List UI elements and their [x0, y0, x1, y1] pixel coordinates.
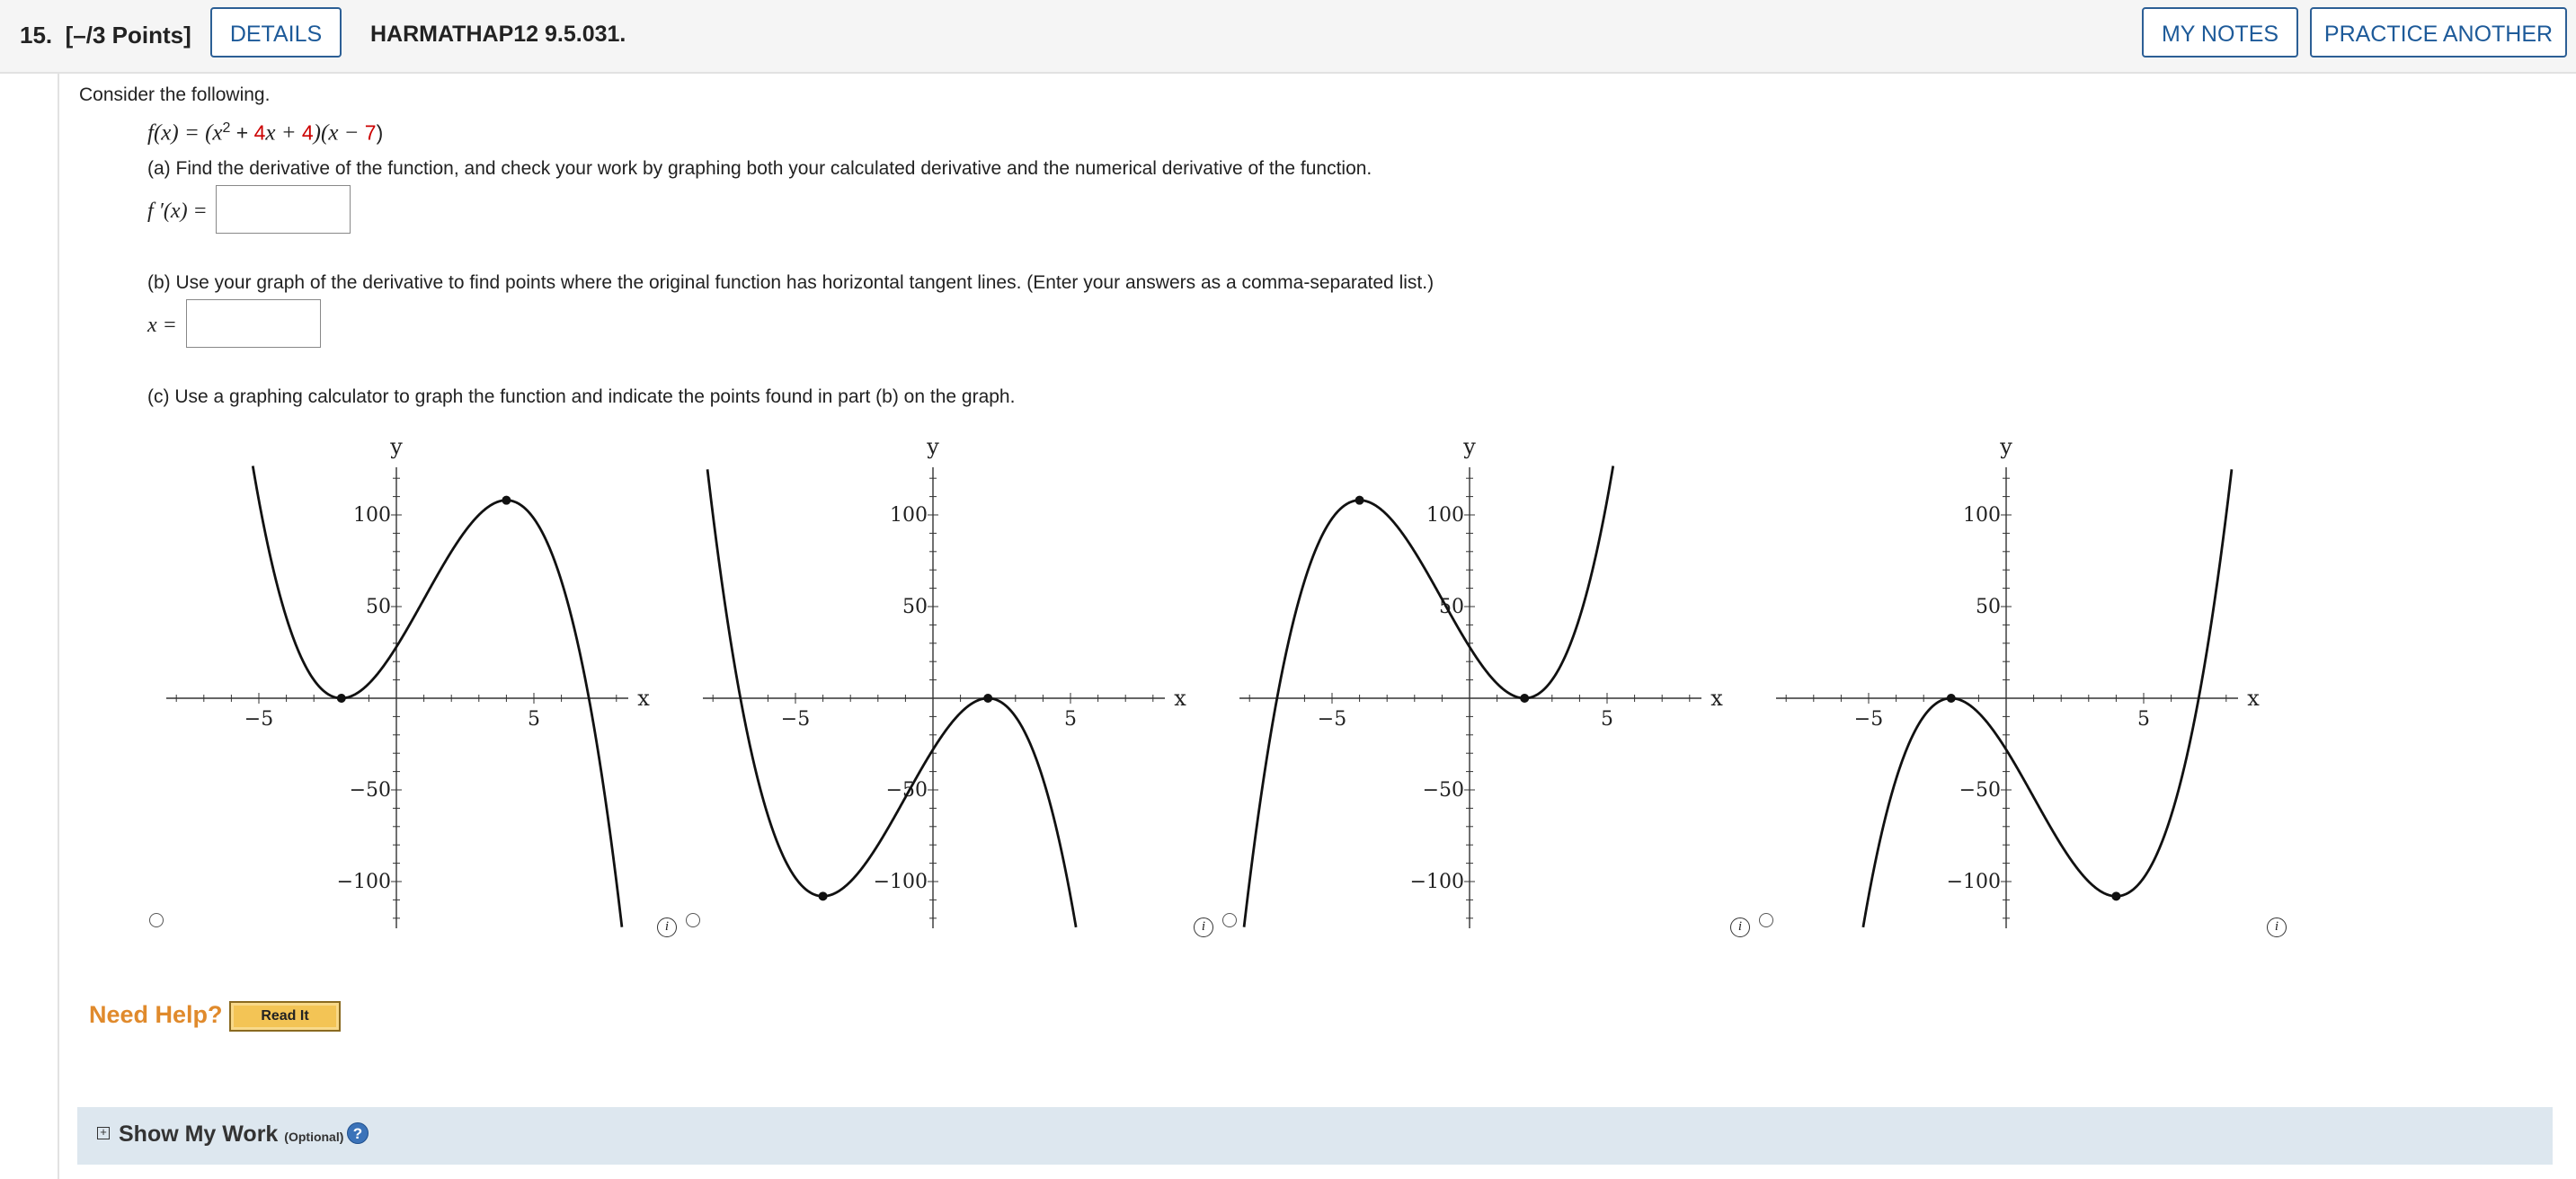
expand-icon[interactable]: +: [97, 1127, 110, 1139]
y-tick-label: −50: [885, 779, 928, 802]
need-help-label: Need Help?: [89, 1001, 223, 1028]
y-axis-label: y: [1463, 434, 1476, 459]
y-tick-label: 100: [1963, 504, 2001, 527]
my-notes-button[interactable]: MY NOTES: [2142, 7, 2298, 58]
y-axis-label: y: [927, 434, 939, 459]
points-label: [–/3 Points]: [65, 22, 191, 49]
graph-3-info-icon[interactable]: i: [1730, 917, 1750, 937]
read-it-button[interactable]: Read It: [229, 1001, 341, 1032]
x-tick-label: 5: [2137, 708, 2150, 731]
x-axis-label: x: [2247, 686, 2260, 711]
y-axis-label: y: [390, 434, 403, 459]
critical-point: [1355, 496, 1364, 505]
question-number: 15. [–/3 Points]: [20, 22, 191, 49]
x-tick-label: 5: [1064, 708, 1077, 731]
critical-point: [2111, 891, 2120, 900]
x-tick-label: −5: [244, 708, 274, 731]
y-tick-label: −100: [1946, 871, 2001, 893]
part-c-text: (c) Use a graphing calculator to graph the function and indicate the points found in part (b) on the graph.: [147, 386, 1016, 407]
part-b-text: (b) Use your graph of the derivative to find points where the original function has horizontal tangent lines. (Enter your answers as a comma-separated list.): [147, 272, 1435, 293]
help-icon[interactable]: ?: [347, 1122, 369, 1144]
x-tick-label: 5: [1601, 708, 1613, 731]
optional-label: (Optional): [284, 1130, 344, 1144]
x-tick-label: −5: [1853, 708, 1884, 731]
y-tick-label: 50: [1976, 596, 2001, 618]
y-tick-label: −100: [336, 871, 391, 893]
x-tick-label: 5: [528, 708, 540, 731]
graph-1-info-icon[interactable]: i: [657, 917, 677, 937]
graph-option-1: [166, 434, 650, 928]
x-label: x =: [147, 314, 177, 337]
y-tick-label: 100: [890, 504, 928, 527]
y-tick-label: 100: [353, 504, 391, 527]
y-tick-label: −50: [1422, 779, 1464, 802]
y-tick-label: 100: [1426, 504, 1464, 527]
critical-point: [819, 891, 828, 900]
critical-point: [1520, 694, 1529, 703]
part-a-text: (a) Find the derivative of the function, and check your work by graphing both your calculated derivative and the numerical derivative of the function.: [147, 158, 1372, 179]
option-2-radio[interactable]: [686, 913, 700, 927]
problem-code: HARMATHAP12 9.5.031.: [370, 22, 626, 47]
graph-option-4: [1776, 434, 2260, 928]
y-tick-label: −50: [349, 779, 391, 802]
function-formula: $f(x) = (x^2 + 4x + 4)(x - 7)$: [147, 120, 384, 146]
x-tick-label: −5: [1317, 708, 1347, 731]
y-tick-label: 50: [1439, 596, 1464, 618]
critical-point: [1947, 694, 1956, 703]
y-tick-label: 50: [902, 596, 928, 618]
graph-option-2: [703, 434, 1186, 928]
y-tick-label: 50: [366, 596, 391, 618]
option-3-radio[interactable]: [1222, 913, 1237, 927]
function-curve: [1244, 466, 1613, 927]
y-tick-label: −100: [873, 871, 928, 893]
function-curve: [253, 466, 622, 927]
option-4-radio[interactable]: [1759, 913, 1773, 927]
critical-point: [502, 496, 511, 505]
show-my-work-title[interactable]: Show My Work (Optional): [119, 1121, 344, 1147]
critical-point: [337, 694, 346, 703]
x-axis-label: x: [637, 686, 650, 711]
y-tick-label: −100: [1409, 871, 1464, 893]
graph-option-3: [1239, 434, 1723, 928]
graph-4-info-icon[interactable]: i: [2267, 917, 2287, 937]
option-1-radio[interactable]: [149, 913, 164, 927]
problem-intro: Consider the following.: [79, 84, 271, 105]
y-axis-label: y: [2000, 434, 2012, 459]
critical-point: [983, 694, 992, 703]
graph-2-info-icon[interactable]: i: [1194, 917, 1213, 937]
details-button[interactable]: DETAILS: [210, 7, 342, 58]
x-tick-label: −5: [780, 708, 811, 731]
x-axis-label: x: [1174, 686, 1186, 711]
show-my-work-panel: [77, 1107, 2553, 1165]
y-tick-label: −50: [1959, 779, 2001, 802]
x-axis-label: x: [1710, 686, 1723, 711]
derivative-label: f ′(x) =: [147, 199, 208, 223]
practice-another-button[interactable]: PRACTICE ANOTHER: [2310, 7, 2567, 58]
